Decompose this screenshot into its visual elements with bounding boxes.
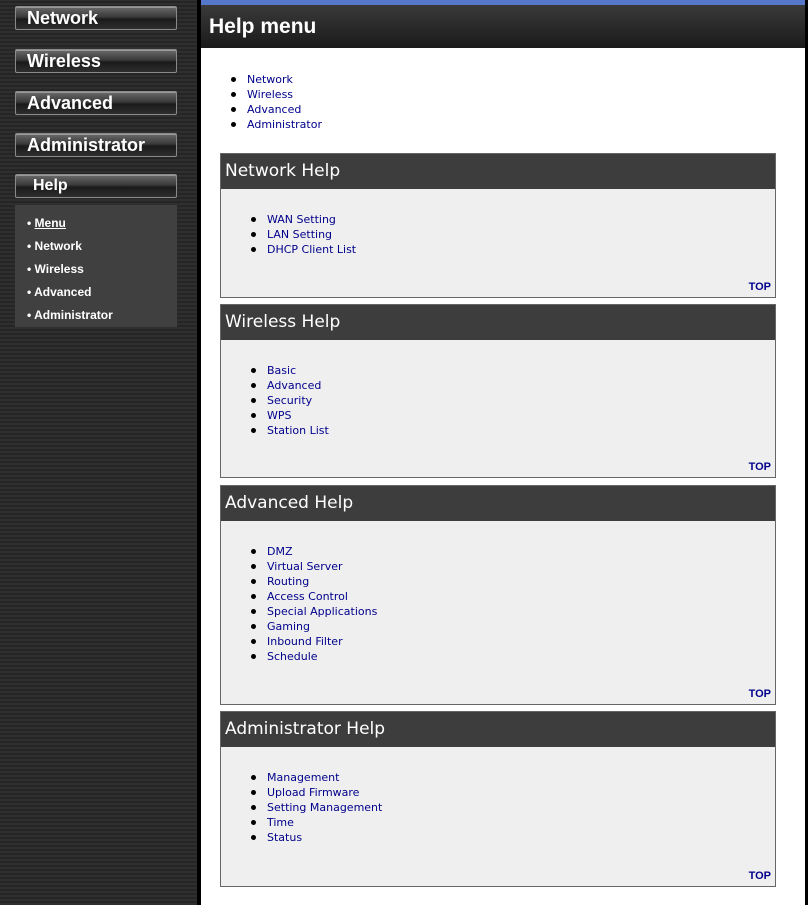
list-item — [239, 574, 377, 589]
submenu-item-label: Advanced — [34, 285, 92, 299]
help-link[interactable]: Special Applications — [267, 605, 378, 618]
list-item — [239, 770, 382, 785]
help-link[interactable]: WPS — [267, 409, 292, 422]
help-link[interactable]: Status — [267, 831, 303, 844]
page-title: Help menu — [209, 15, 317, 38]
section-title: Wireless Help — [221, 305, 775, 340]
help-link[interactable]: DMZ — [267, 545, 293, 558]
help-link[interactable]: Schedule — [267, 650, 318, 663]
help-link[interactable]: Advanced — [267, 379, 322, 392]
list-item — [239, 242, 356, 257]
list-item — [239, 815, 382, 830]
nav-administrator-button[interactable]: Administrator — [15, 133, 177, 157]
list-item — [239, 589, 377, 604]
help-link[interactable]: WAN Setting — [267, 213, 336, 226]
network-help-section — [220, 153, 776, 298]
top-link[interactable]: TOP — [748, 281, 771, 293]
index-link-network[interactable]: Network — [247, 73, 293, 86]
help-link[interactable]: Management — [267, 771, 340, 784]
list-item — [239, 363, 329, 378]
nav-network-button[interactable]: Network — [15, 6, 177, 30]
section-title: Administrator Help — [221, 712, 775, 747]
wireless-help-section — [220, 304, 776, 478]
submenu-item-wireless[interactable]: • Wireless — [27, 262, 84, 276]
list-item — [239, 408, 329, 423]
list-item — [219, 102, 322, 117]
help-link[interactable]: LAN Setting — [267, 228, 333, 241]
list-item — [239, 393, 329, 408]
help-submenu — [15, 205, 177, 327]
help-link[interactable]: Access Control — [267, 590, 348, 603]
list-item — [219, 117, 322, 132]
index-link-wireless[interactable]: Wireless — [247, 88, 294, 101]
section-links — [239, 770, 382, 845]
list-item — [239, 634, 377, 649]
list-item — [239, 378, 329, 393]
submenu-item-menu[interactable]: • Menu — [27, 216, 66, 230]
list-item — [239, 785, 382, 800]
submenu-item-administrator[interactable]: • Administrator — [27, 308, 113, 322]
submenu-item-advanced[interactable]: • Advanced — [27, 285, 92, 299]
help-link[interactable]: Time — [267, 816, 294, 829]
help-link[interactable]: Security — [267, 394, 313, 407]
list-item — [239, 619, 377, 634]
list-item — [239, 423, 329, 438]
section-title: Advanced Help — [221, 486, 775, 521]
section-links — [239, 212, 356, 257]
help-link[interactable]: Setting Management — [267, 801, 383, 814]
help-link[interactable]: Virtual Server — [267, 560, 343, 573]
top-link[interactable]: TOP — [748, 870, 771, 882]
top-link[interactable]: TOP — [748, 461, 771, 473]
section-title: Network Help — [221, 154, 775, 189]
help-link[interactable]: Basic — [267, 364, 297, 377]
help-link[interactable]: DHCP Client List — [267, 243, 357, 256]
list-item — [239, 649, 377, 664]
submenu-item-network[interactable]: • Network — [27, 239, 82, 253]
administrator-help-section — [220, 711, 776, 887]
list-item — [239, 227, 356, 242]
list-item — [239, 830, 382, 845]
submenu-item-label: Menu — [34, 216, 66, 230]
advanced-help-section — [220, 485, 776, 705]
list-item — [239, 544, 377, 559]
nav-help-button[interactable]: Help — [15, 174, 177, 198]
nav-advanced-button[interactable]: Advanced — [15, 91, 177, 115]
list-item — [239, 212, 356, 227]
help-link[interactable]: Station List — [267, 424, 329, 437]
list-item — [239, 604, 377, 619]
list-item — [219, 87, 322, 102]
submenu-item-label: Administrator — [34, 308, 113, 322]
list-item — [239, 559, 377, 574]
main-panel — [197, 0, 808, 905]
list-item — [239, 800, 382, 815]
left-nav — [0, 0, 196, 905]
submenu-item-label: Wireless — [34, 262, 84, 276]
help-link[interactable]: Upload Firmware — [267, 786, 360, 799]
help-link[interactable]: Inbound Filter — [267, 635, 343, 648]
nav-wireless-button[interactable]: Wireless — [15, 49, 177, 73]
section-links — [239, 544, 377, 664]
section-links — [239, 363, 329, 438]
help-link[interactable]: Gaming — [267, 620, 310, 633]
help-link[interactable]: Routing — [267, 575, 310, 588]
index-link-advanced[interactable]: Advanced — [247, 103, 302, 116]
index-links — [219, 72, 322, 132]
index-link-administrator[interactable]: Administrator — [247, 118, 322, 131]
top-link[interactable]: TOP — [748, 688, 771, 700]
list-item — [219, 72, 322, 87]
title-bar — [201, 0, 805, 48]
submenu-item-label: Network — [34, 239, 82, 253]
